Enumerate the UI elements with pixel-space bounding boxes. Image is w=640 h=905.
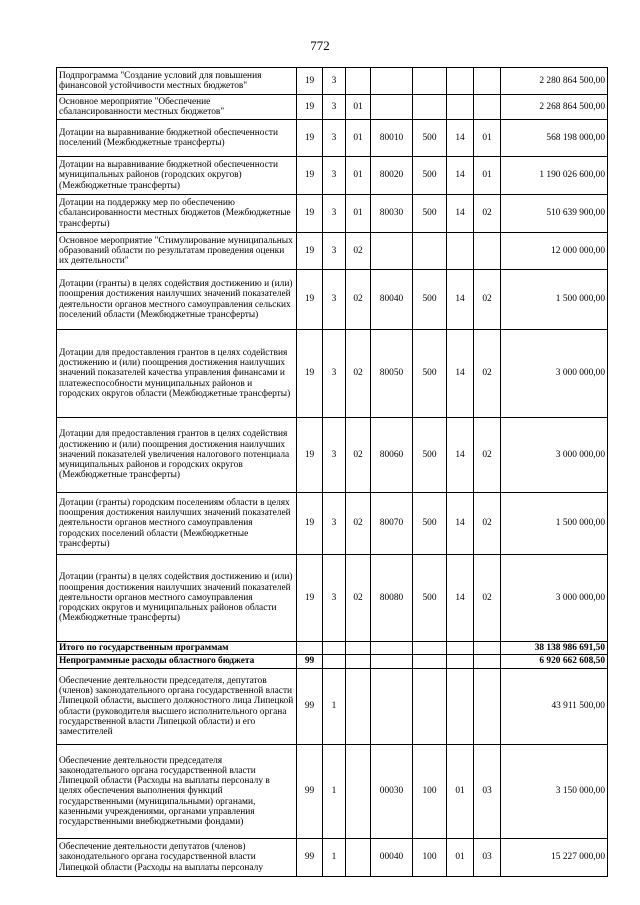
row-program: 19 — [297, 68, 323, 95]
row-event: 01 — [346, 95, 371, 120]
row-name: Основное мероприятие "Обеспечение сбалансированности местных бюджетов" — [57, 95, 297, 120]
row-amount: 38 138 986 691,50 — [501, 642, 608, 655]
row-expense-type: 100 — [413, 839, 447, 877]
table-row — [57, 642, 608, 655]
row-expense-type — [413, 655, 447, 669]
row-expense-type: 500 — [413, 330, 447, 418]
row-program — [297, 642, 323, 655]
table-row — [57, 555, 608, 642]
row-amount: 1 190 026 600,00 — [501, 157, 608, 195]
row-name: Дотации для предоставления грантов в целях содействия достижению и (или) поощрения достижения наилучших значений показателей увеличения налогового потенциала муниципальных районов и городских округов (Межбюджетные трансферты) — [57, 418, 297, 493]
row-section: 14 — [447, 157, 474, 195]
row-event: 02 — [346, 233, 371, 270]
row-section: 14 — [447, 418, 474, 493]
table-row — [57, 745, 608, 839]
row-subsection — [474, 642, 501, 655]
row-event — [346, 655, 371, 669]
row-direction — [371, 68, 413, 95]
table-row — [57, 233, 608, 270]
row-amount: 510 639 900,00 — [501, 195, 608, 233]
budget-table — [56, 67, 608, 877]
table-row — [57, 330, 608, 418]
row-event — [346, 642, 371, 655]
row-subsection — [474, 669, 501, 745]
row-direction — [371, 669, 413, 745]
row-name: Непрограммные расходы областного бюджета — [57, 655, 297, 669]
row-expense-type — [413, 95, 447, 120]
row-subprogram: 3 — [323, 195, 346, 233]
row-subprogram: 1 — [323, 669, 346, 745]
row-section: 14 — [447, 195, 474, 233]
row-subprogram: 3 — [323, 330, 346, 418]
row-direction: 00040 — [371, 839, 413, 877]
row-amount: 6 920 662 608,50 — [501, 655, 608, 669]
row-section — [447, 669, 474, 745]
row-amount: 3 000 000,00 — [501, 330, 608, 418]
row-subprogram: 3 — [323, 157, 346, 195]
table-row — [57, 157, 608, 195]
page-number: 772 — [310, 38, 330, 53]
row-direction: 80010 — [371, 120, 413, 157]
row-name: Дотации на выравнивание бюджетной обеспеченности муниципальных районов (городских округов) (Межбюджетные трансферты) — [57, 157, 297, 195]
row-event: 02 — [346, 330, 371, 418]
row-name: Дотации для предоставления грантов в целях содействия достижению и (или) поощрения достижения наилучших значений показателей качества управления финансами и платежеспособности муниципальных районов и городских округов области (Межбюджетные трансферты) — [57, 330, 297, 418]
row-subsection: 02 — [474, 270, 501, 330]
row-event: 02 — [346, 418, 371, 493]
row-expense-type — [413, 68, 447, 95]
row-section: 01 — [447, 839, 474, 877]
row-program: 19 — [297, 120, 323, 157]
row-expense-type: 500 — [413, 195, 447, 233]
row-program: 19 — [297, 493, 323, 555]
row-section: 01 — [447, 745, 474, 839]
row-name: Обеспечение деятельности депутатов (членов) законодательного органа государственной власти Липецкой области (Расходы на выплаты персоналу — [57, 839, 297, 877]
row-name: Дотации (гранты) в целях содействия достижению и (или) поощрения достижения наилучших значений показателей деятельности органов местного самоуправления сельских поселений области (Межбюджетные трансферты) — [57, 270, 297, 330]
row-expense-type: 500 — [413, 418, 447, 493]
row-program: 19 — [297, 233, 323, 270]
row-subsection — [474, 233, 501, 270]
row-expense-type — [413, 669, 447, 745]
row-direction: 80020 — [371, 157, 413, 195]
row-name: Итого по государственным программам — [57, 642, 297, 655]
table-row — [57, 669, 608, 745]
row-subprogram: 1 — [323, 839, 346, 877]
row-subprogram: 3 — [323, 233, 346, 270]
table-row — [57, 418, 608, 493]
row-amount: 3 000 000,00 — [501, 418, 608, 493]
row-subsection — [474, 655, 501, 669]
row-direction: 80050 — [371, 330, 413, 418]
row-event — [346, 839, 371, 877]
row-amount: 12 000 000,00 — [501, 233, 608, 270]
row-section — [447, 642, 474, 655]
row-amount: 568 198 000,00 — [501, 120, 608, 157]
row-section — [447, 95, 474, 120]
row-subprogram — [323, 655, 346, 669]
row-program: 99 — [297, 839, 323, 877]
row-section: 14 — [447, 120, 474, 157]
row-subsection: 01 — [474, 120, 501, 157]
row-program: 99 — [297, 745, 323, 839]
row-direction: 80070 — [371, 493, 413, 555]
table-row — [57, 95, 608, 120]
row-amount: 2 268 864 500,00 — [501, 95, 608, 120]
row-event: 01 — [346, 195, 371, 233]
row-amount: 15 227 000,00 — [501, 839, 608, 877]
row-amount: 3 150 000,00 — [501, 745, 608, 839]
row-direction: 80080 — [371, 555, 413, 642]
row-subprogram: 3 — [323, 493, 346, 555]
row-event: 01 — [346, 157, 371, 195]
row-name: Основное мероприятие "Стимулирование муниципальных образований области по результатам проведения оценки их деятельности" — [57, 233, 297, 270]
row-name: Дотации (гранты) в целях содействия достижению и (или) поощрения достижения наилучших значений показателей деятельности органов местного самоуправления городских округов и муниципальных районов области (Межбюджетные трансферты) — [57, 555, 297, 642]
table-row — [57, 120, 608, 157]
row-amount: 43 911 500,00 — [501, 669, 608, 745]
row-subprogram: 3 — [323, 68, 346, 95]
row-program: 19 — [297, 157, 323, 195]
table-row — [57, 68, 608, 95]
row-name: Обеспечение деятельности председателя законодательного органа государственной власти Липецкой области (Расходы на выплаты персоналу в целях обеспечения выполнения функций государственными (муниципальными) органами, казенными учреждениями, органами управления государственными внебюджетными фондами) — [57, 745, 297, 839]
row-section: 14 — [447, 270, 474, 330]
row-event: 02 — [346, 270, 371, 330]
row-name: Дотации на поддержку мер по обеспечению сбалансированности местных бюджетов (Межбюджетные трансферты) — [57, 195, 297, 233]
row-subprogram: 3 — [323, 95, 346, 120]
row-direction — [371, 95, 413, 120]
row-direction — [371, 642, 413, 655]
row-direction: 80060 — [371, 418, 413, 493]
row-subsection: 02 — [474, 493, 501, 555]
row-subsection — [474, 95, 501, 120]
row-expense-type: 500 — [413, 555, 447, 642]
row-subprogram: 3 — [323, 418, 346, 493]
row-program: 19 — [297, 330, 323, 418]
row-program: 19 — [297, 270, 323, 330]
row-name: Подпрограмма "Создание условий для повышения финансовой устойчивости местных бюджетов" — [57, 68, 297, 95]
row-event — [346, 68, 371, 95]
row-event: 02 — [346, 493, 371, 555]
row-subsection — [474, 68, 501, 95]
row-direction: 80040 — [371, 270, 413, 330]
row-program: 19 — [297, 555, 323, 642]
row-subsection: 02 — [474, 195, 501, 233]
row-amount: 1 500 000,00 — [501, 270, 608, 330]
row-direction — [371, 233, 413, 270]
row-event: 02 — [346, 555, 371, 642]
row-program: 99 — [297, 655, 323, 669]
row-subsection: 03 — [474, 839, 501, 877]
table-row — [57, 655, 608, 669]
row-amount: 2 280 864 500,00 — [501, 68, 608, 95]
row-direction: 80030 — [371, 195, 413, 233]
row-section: 14 — [447, 493, 474, 555]
row-subsection: 02 — [474, 555, 501, 642]
row-subprogram — [323, 642, 346, 655]
table-row — [57, 839, 608, 877]
table-row — [57, 270, 608, 330]
row-subsection: 02 — [474, 330, 501, 418]
table-row — [57, 493, 608, 555]
row-section — [447, 655, 474, 669]
row-program: 99 — [297, 669, 323, 745]
row-subprogram: 3 — [323, 270, 346, 330]
row-event: 01 — [346, 120, 371, 157]
row-subprogram: 1 — [323, 745, 346, 839]
row-direction — [371, 655, 413, 669]
row-subprogram: 3 — [323, 120, 346, 157]
row-expense-type: 100 — [413, 745, 447, 839]
row-program: 19 — [297, 195, 323, 233]
row-section: 14 — [447, 555, 474, 642]
row-direction: 00030 — [371, 745, 413, 839]
row-expense-type: 500 — [413, 120, 447, 157]
row-expense-type: 500 — [413, 493, 447, 555]
row-amount: 1 500 000,00 — [501, 493, 608, 555]
row-section: 14 — [447, 330, 474, 418]
row-event — [346, 745, 371, 839]
table-row — [57, 195, 608, 233]
row-expense-type — [413, 642, 447, 655]
row-program: 19 — [297, 418, 323, 493]
row-name: Обеспечение деятельности председателя, депутатов (членов) законодательного органа государственной власти Липецкой области, высшего должностного лица Липецкой области (руководителя высшего исполнительного органа государственной власти Липецкой области) и его заместителей — [57, 669, 297, 745]
row-event — [346, 669, 371, 745]
row-subsection: 02 — [474, 418, 501, 493]
row-name: Дотации на выравнивание бюджетной обеспеченности поселений (Межбюджетные трансферты) — [57, 120, 297, 157]
row-expense-type: 500 — [413, 270, 447, 330]
row-name: Дотации (гранты) городским поселениям области в целях поощрения достижения наилучших значений показателей деятельности органов местного самоуправления городских поселений области (Межбюджетные трансферты) — [57, 493, 297, 555]
row-expense-type — [413, 233, 447, 270]
row-subsection: 01 — [474, 157, 501, 195]
row-expense-type: 500 — [413, 157, 447, 195]
row-section — [447, 233, 474, 270]
row-program: 19 — [297, 95, 323, 120]
row-section — [447, 68, 474, 95]
row-subsection: 03 — [474, 745, 501, 839]
row-amount: 3 000 000,00 — [501, 555, 608, 642]
row-subprogram: 3 — [323, 555, 346, 642]
